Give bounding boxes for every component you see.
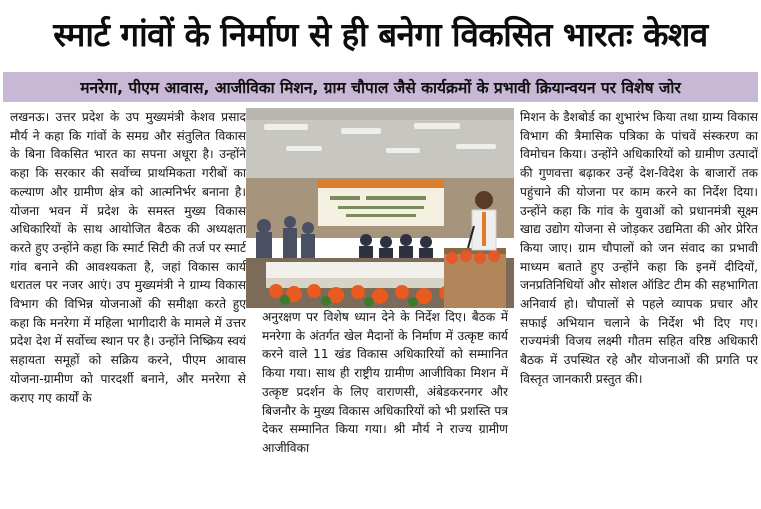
article-column-left: लखनऊ। उत्तर प्रदेश के उप मुख्यमंत्री केशव प्रसाद मौर्य ने कहा कि गांवों के समग्र और संतुलित विकास के बिना विकसित भारत का सपना अधूरा है। उन्होंने कहा कि सरकार की सर्वोच्च प्राथमिकता गरीबों का कल्याण और ग्रामीण क्षेत्र को आत्मनिर्भर बनाना है। योजना भवन में प्रदेश के समस्त मुख्य विकास अधिकारियों के साथ आयोजित बैठक की अध्यक्षता करते हुए उन्होंने कहा कि स्मार्ट सिटी की तर्ज पर स्मार्ट गांव बनाने की आवश्यकता है, जहां विकास कार्य धरातल पर नजर आएं। उप मुख्यमंत्री ने ग्राम्य विकास विभाग की विभिन्न योजनाओं की समीक्षा करते हुए कहा कि मनरेगा में महिला भागीदारी के मामले में उत्तर प्रदेश देश में सर्वोच्च स्थान पर है। उन्होंने निष्क्रिय स्वयं सहायता समूहों को सक्रिय करने, पीएम आवास योजना-ग्रामीण को पारदर्शी बनाने, और मनरेगा से कराए गए कार्यों के (10, 110, 246, 405)
article-column-right: मिशन के डैशबोर्ड का शुभारंभ किया तथा ग्राम्य विकास विभाग की त्रैमासिक पत्रिका के पांचवें संस्करण का विमोचन किया। उन्होंने अधिकारियों को ग्रामीण उत्पादों की गुणवत्ता बढ़ाकर उन्हें देश-विदेश के बाजारों तक पहुंचाने की योजना पर काम करने का निर्देश दिया। उन्होंने कहा कि गांव के युवाओं को प्रधानमंत्री सूक्ष्म खाद्य उद्योग योजना से जोड़कर उद्यमिता की ओर प्रेरित किया जाए। ग्राम चौपालों को जन संवाद का प्रभावी माध्यम बताते हुए उन्होंने कहा कि इनमें दीदियों, जनप्रतिनिधियों और सोशल ऑडिट टीम की सहभागिता अनिवार्य हो। चौपालों से पहले व्यापक प्रचार और सफाई अभियान चलाने के निर्देश भी दिए गए। राज्यमंत्री विजय लक्ष्मी गौतम सहित वरिष्ठ अधिकारी बैठक में उपस्थित रहे और योजनाओं की प्रगति पर विस्तृत जानकारी प्रस्तुत की। (520, 110, 758, 386)
news-photo (246, 108, 514, 308)
headline: स्मार्ट गांवों के निर्माण से ही बनेगा विकसित भारतः केशव (53, 14, 708, 54)
subheadline-band (3, 72, 758, 102)
meeting-photo-illustration (246, 108, 514, 308)
subheadline: मनरेगा, पीएम आवास, आजीविका मिशन, ग्राम चौपाल जैसे कार्यक्रमों के प्रभावी क्रियान्वयन पर विशेष जोर (80, 79, 681, 97)
article-column-middle: अनुरक्षण पर विशेष ध्यान देने के निर्देश दिए। बैठक में मनरेगा के अंतर्गत खेल मैदानों के निर्माण में उत्कृष्ट कार्य करने वाले 11 खंड विकास अधिकारियों को सम्मानित किया गया। साथ ही राष्ट्रीय ग्रामीण आजीविका मिशन में उत्कृष्ट प्रदर्शन के लिए वाराणसी, अंबेडकरनगर और बिजनौर के मुख्य विकास अधिकारियों को भी प्रशस्ति पत्र देकर सम्मानित किया गया। श्री मौर्य ने राज्य ग्रामीण आजीविका (262, 310, 508, 455)
